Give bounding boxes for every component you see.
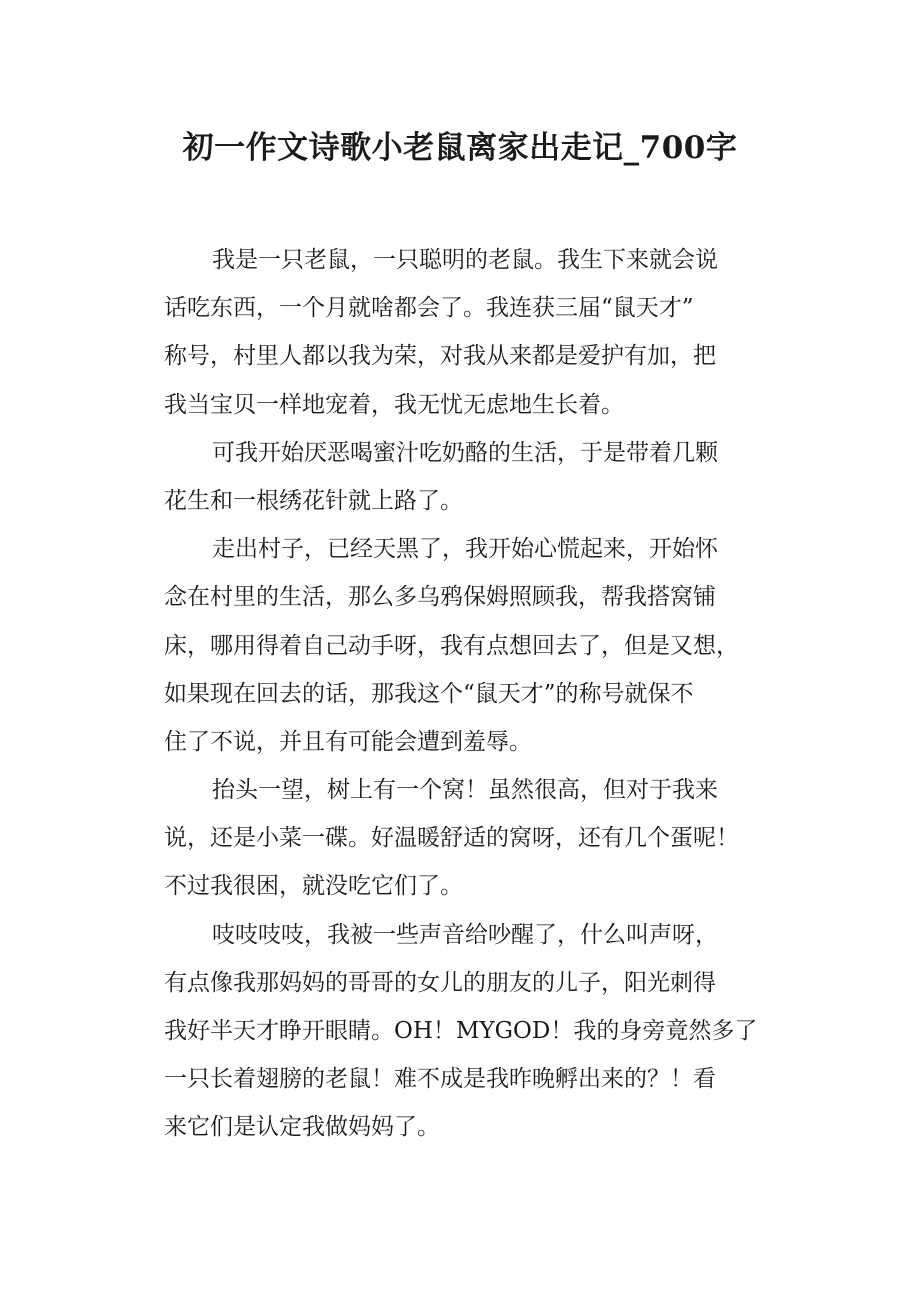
paragraph-line: 抬头一望，树上有一个窝！虽然很高，但对于我来 [212, 777, 718, 804]
paragraph-line: 走出村子，已经天黑了，我开始心慌起来，开始怀 [212, 536, 718, 563]
paragraph-line: 来它们是认定我做妈妈了。 [164, 1114, 440, 1141]
paragraph-line: 床，哪用得着自己动手呀，我有点想回去了，但是又想， [164, 632, 739, 659]
paragraph-line: 花生和一根绣花针就上路了。 [164, 487, 463, 514]
paragraph-line: 话吃东西，一个月就啥都会了。我连获三届“鼠天才” [164, 295, 694, 322]
paragraph-3 [164, 525, 760, 766]
paragraph-line: 住了不说，并且有可能会遭到羞辱。 [164, 728, 532, 755]
paragraph-line: 一只长着翅膀的老鼠！难不成是我昨晚孵出来的？！看 [164, 1066, 716, 1093]
paragraph-line: 称号，村里人都以我为荣，对我从来都是爱护有加，把 [164, 343, 716, 370]
paragraph-line: 有点像我那妈妈的哥哥的女儿的朋友的儿子，阳光刺得 [164, 969, 716, 996]
paragraph-line: 说，还是小菜一碟。好温暖舒适的窝呀，还有几个蛋呢！ [164, 825, 739, 852]
paragraph-4 [164, 766, 760, 911]
paragraph-2 [164, 429, 760, 525]
paragraph-line: 我当宝贝一样地宠着，我无忧无虑地生长着。 [164, 391, 624, 418]
paragraph-line: 我是一只老鼠，一只聪明的老鼠。我生下来就会说 [212, 247, 718, 273]
paragraph-line: 吱吱吱吱，我被一些声音给吵醒了，什么叫声呀， [212, 921, 718, 948]
document-title: 初一作文诗歌小老鼠离家出走记_700字 [182, 130, 738, 166]
paragraph-line: 可我开始厌恶喝蜜汁吃奶酪的生活，于是带着几颗 [212, 439, 718, 466]
paragraph-line: 如果现在回去的话，那我这个“鼠天才”的称号就保不 [164, 680, 694, 707]
paragraph-line: 念在村里的生活，那么多乌鸦保姆照顾我，帮我搭窝铺 [164, 584, 716, 611]
paragraph-1 [164, 236, 760, 429]
paragraph-5 [164, 911, 760, 1152]
paragraph-line: 不过我很困，就没吃它们了。 [164, 873, 463, 900]
paragraph-line: 我好半天才睁开眼睛。OH！MYGOD！我的身旁竟然多了 [164, 1018, 758, 1044]
document-body [164, 236, 760, 1152]
